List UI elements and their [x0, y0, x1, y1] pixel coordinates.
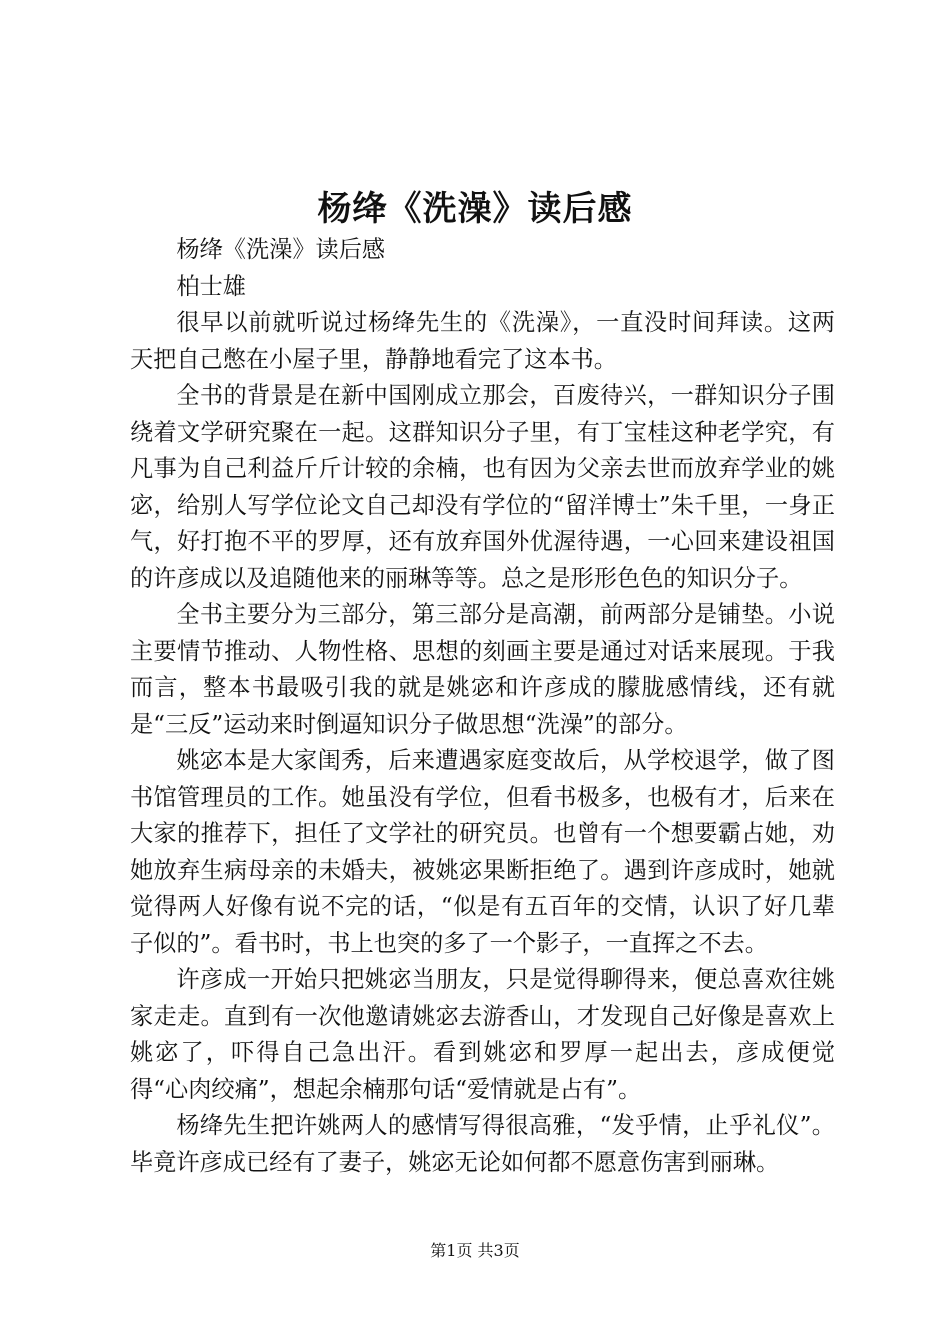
paragraph: 全书主要分为三部分，第三部分是高潮，前两部分是铺垫。小说主要情节推动、人物性格、思想的刻画主要是通过对话来展现。于我而言，整本书最吸引我的就是姚宓和许彦成的朦胧感情线，还有就是“三反”运动来时倒逼知识分子做思想“洗澡”的部分。 [130, 601, 835, 738]
author-line: 柏士雄 [176, 272, 246, 300]
paragraph: 全书的背景是在新中国刚成立那会，百废待兴，一群知识分子围绕着文学研究聚在一起。这群知识分子里，有丁宝桂这种老学究，有凡事为自己利益斤斤计较的余楠，也有因为父亲去世而放弃学业的姚宓，给别人写学位论文自己却没有学位的“留洋博士”朱千里，一身正气，好打抱不平的罗厚，还有放弃国外优渥待遇，一心回来建设祖国的许彦成以及追随他来的丽琳等等。总之是形形色色的知识分子。 [130, 382, 835, 592]
paragraph: 许彦成一开始只把姚宓当朋友，只是觉得聊得来，便总喜欢往姚家走走。直到有一次他邀请姚宓去游香山，才发现自己好像是喜欢上姚宓了，吓得自己急出汗。看到姚宓和罗厚一起出去，彦成便觉得“心肉绞痛”，想起余楠那句话“爱情就是占有”。 [130, 966, 835, 1103]
document-body [130, 232, 835, 1181]
page-footer: 第1页 共3页 [430, 1241, 520, 1260]
subtitle-line: 杨绛《洗澡》读后感 [176, 236, 386, 263]
paragraph: 杨绛先生把许姚两人的感情写得很高雅，“发乎情，止乎礼仪”。毕竟许彦成已经有了妻子，姚宓无论如何都不愿意伤害到丽琳。 [130, 1112, 835, 1176]
paragraph: 姚宓本是大家闺秀，后来遭遇家庭变故后，从学校退学，做了图书馆管理员的工作。她虽没有学位，但看书极多，也极有才，后来在大家的推荐下，担任了文学社的研究员。也曾有一个想要霸占她，劝她放弃生病母亲的未婚夫，被姚宓果断拒绝了。遇到许彦成时，她就觉得两人好像有说不完的话，“似是有五百年的交情，认识了好几辈子似的”。看书时，书上也突的多了一个影子，一直挥之不去。 [130, 747, 835, 957]
document-title: 杨绛《洗澡》读后感 [317, 189, 633, 229]
paragraph: 很早以前就听说过杨绛先生的《洗澡》，一直没时间拜读。这两天把自己憋在小屋子里，静静地看完了这本书。 [130, 309, 835, 373]
